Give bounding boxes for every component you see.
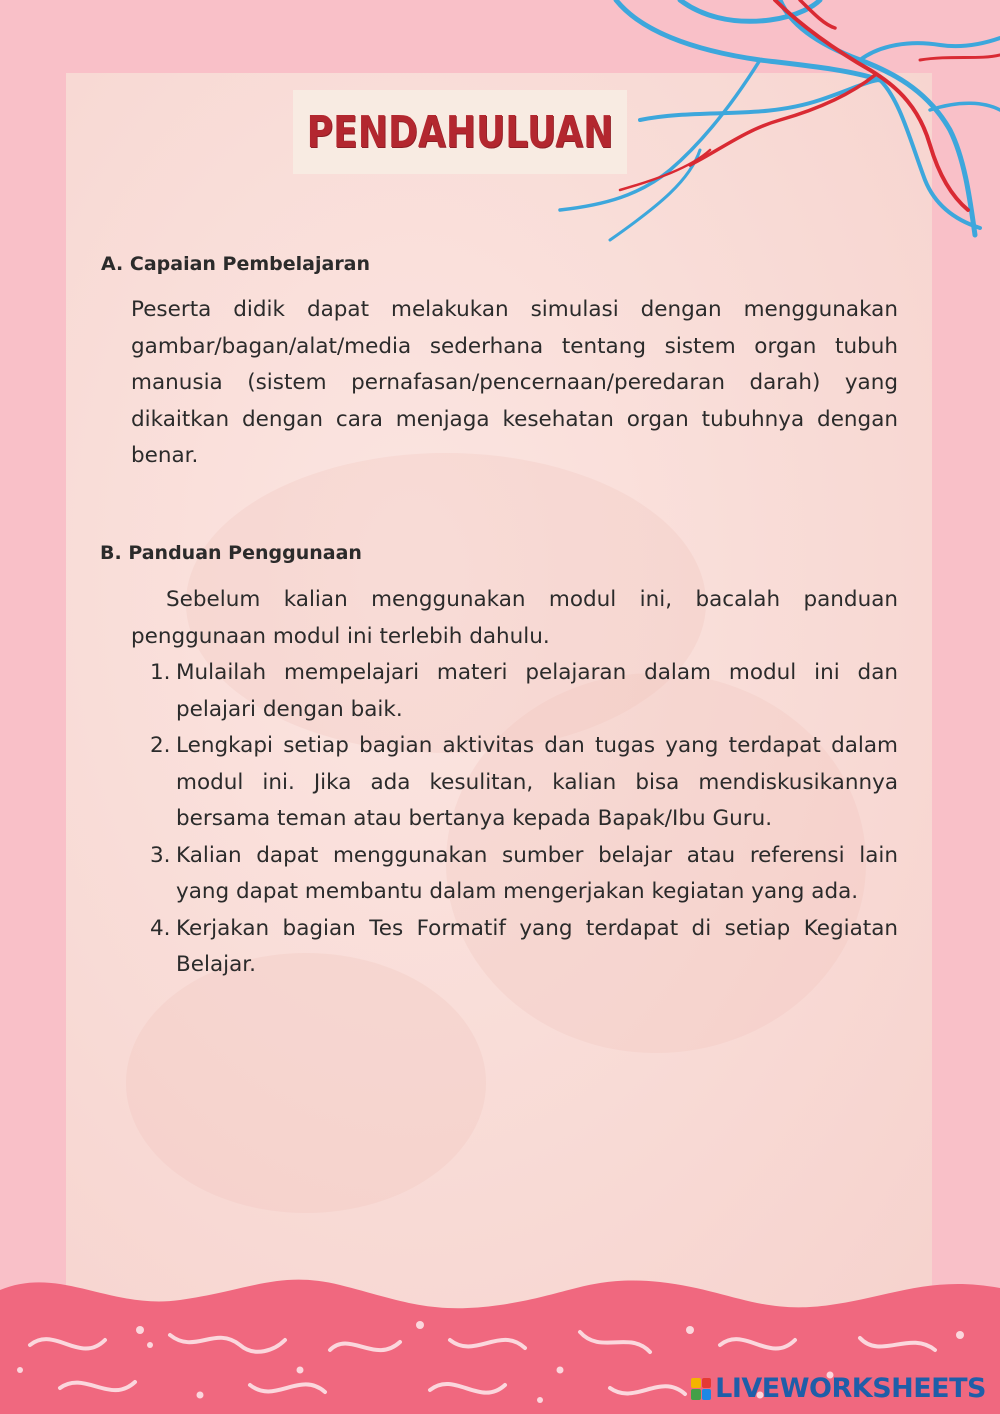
list-item — [150, 838, 898, 911]
panduan-list — [150, 655, 898, 984]
panduan-intro — [131, 582, 898, 655]
capaian-paragraph: Peserta didik dapat melakukan simulasi dengan menggunakan gambar/bagan/alat/media sederhana tentang sistem organ tubuh manusia (sistem pernafasan/pencernaan/peredaran darah) yang dikaitkan dengan cara menjaga kesehatan organ tubuhnya dengan benar. — [131, 297, 898, 468]
title-banner — [293, 90, 627, 174]
brand-name: LIVEWORKSHEETS — [715, 1373, 986, 1404]
list-item-number: 1. — [150, 660, 171, 685]
liveworksheets-brand — [691, 1373, 986, 1404]
section-heading-panduan: B. Panduan Penggunaan — [100, 542, 362, 564]
list-item-number: 3. — [150, 842, 171, 868]
list-item — [150, 655, 898, 728]
list-item-number: 2. — [150, 733, 171, 758]
list-item-text: Mulailah mempelajari materi pelajaran dalam modul ini dan pelajari dengan baik. — [176, 660, 898, 722]
page-title: PENDAHULUAN — [306, 106, 614, 158]
list-item — [150, 728, 898, 838]
liveworksheets-logo-icon — [691, 1378, 711, 1400]
list-item-text: Kerjakan bagian Tes Formatif yang terdapat di setiap Kegiatan Belajar. — [176, 915, 898, 977]
panduan-intro-text: Sebelum kalian menggunakan modul ini, bacalah panduan penggunaan modul ini terlebih dahulu. — [131, 587, 898, 649]
paper-stain — [126, 953, 486, 1213]
list-item — [150, 911, 898, 984]
list-item-text: Kalian dapat menggunakan sumber belajar atau referensi lain yang dapat membantu dalam mengerjakan kegiatan yang ada. — [176, 842, 898, 904]
section-heading-capaian: A. Capaian Pembelajaran — [101, 253, 371, 275]
list-item-number: 4. — [150, 915, 171, 941]
list-item-text: Lengkapi setiap bagian aktivitas dan tugas yang terdapat dalam modul ini. Jika ada kesulitan, kalian bisa mendiskusikannya bersama teman atau bertanya kepada Bapak/Ibu Guru. — [176, 733, 898, 831]
